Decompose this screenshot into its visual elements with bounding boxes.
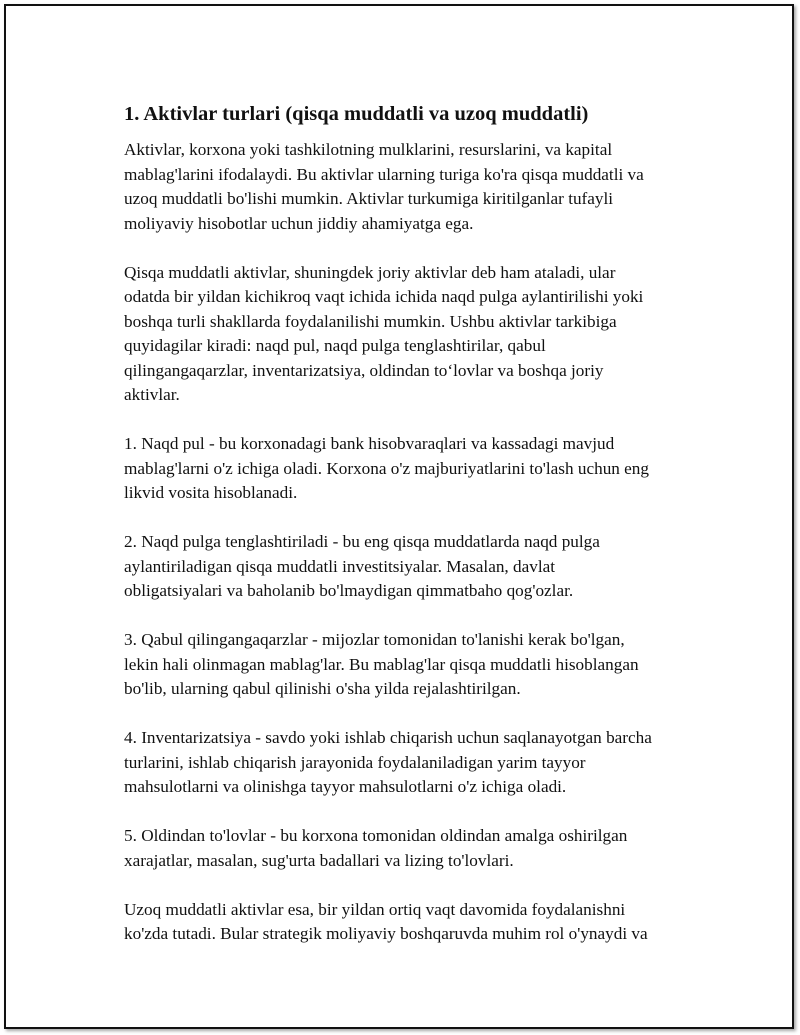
list-item-prepayments (124, 824, 694, 873)
text-line: 1. Naqd pul - bu korxonadagi bank hisobvaraqlari va kassadagi mavjud (124, 434, 615, 453)
text-line: obligatsiyalari va baholanib bo'lmaydigan qimmatbaho qog'ozlar. (124, 581, 574, 600)
text-line: 4. Inventarizatsiya - savdo yoki ishlab chiqarish uchun saqlanayotgan barcha (124, 728, 652, 747)
text-line: lekin hali olinmagan mablag'lar. Bu mablag'lar qisqa muddatli hisoblangan (124, 654, 639, 674)
section-heading: 1. Aktivlar turlari (qisqa muddatli va uzoq muddatli) (124, 103, 589, 125)
text-line: quyidagilar kiradi: naqd pul, naqd pulga tenglashtirilar, qabul (124, 336, 546, 355)
text-line: 2. Naqd pulga tenglashtiriladi - bu eng qisqa muddatlarda naqd pulga (124, 532, 600, 551)
text-line: 3. Qabul qilingangaqarzlar - mijozlar tomonidan to'lanishi kerak bo'lgan, (124, 630, 625, 649)
paragraph-long-term-assets (124, 898, 694, 947)
text-line: xarajatlar, masalan, sug'urta badallari va lizing to'lovlari. (124, 850, 514, 870)
document-body (124, 101, 694, 971)
text-line: aktivlar. (124, 385, 180, 404)
text-line: mablag'larini ifodalaydi. Bu aktivlar ularning turiga ko'ra qisqa muddatli va (124, 164, 644, 184)
text-line: bo'lib, ularning qabul qilinishi o'sha yilda rejalashtirilgan. (124, 679, 521, 698)
paragraph-short-term-assets (124, 261, 694, 408)
list-item-receivables (124, 628, 694, 702)
text-line: qilingangaqarzlar, inventarizatsiya, oldindan to‘lovlar va boshqa joriy (124, 360, 604, 380)
text-line: Uzoq muddatli aktivlar esa, bir yildan ortiq vaqt davomida foydalanishni (124, 899, 626, 919)
text-line: mahsulotlarni va olinishga tayyor mahsulotlarni o'z ichiga oladi. (124, 777, 567, 796)
text-line: turlarini, ishlab chiqarish jarayonida foydalaniladigan yarim tayyor (124, 752, 586, 772)
text-line: Aktivlar, korxona yoki tashkilotning mulklarini, resurslarini, va kapital (124, 140, 613, 159)
text-line: ko'zda tutadi. Bular strategik moliyaviy boshqaruvda muhim rol o'ynaydi va (124, 924, 648, 943)
text-line: 5. Oldindan to'lovlar - bu korxona tomonidan oldindan amalga oshirilgan (124, 826, 628, 845)
text-line: aylantiriladigan qisqa muddatli investitsiyalar. Masalan, davlat (124, 556, 556, 576)
text-line: mablag'larni o'z ichiga oladi. Korxona o'z majburiyatlarini to'lash uchun eng (124, 458, 649, 478)
text-line: uzoq muddatli bo'lishi mumkin. Aktivlar turkumiga kiritilganlar tufayli (124, 189, 614, 208)
list-item-cash (124, 432, 694, 506)
text-line: moliyaviy hisobotlar uchun jiddiy ahamiyatga ega. (124, 213, 474, 233)
list-item-cash-equivalents (124, 530, 694, 604)
text-line: Qisqa muddatli aktivlar, shuningdek joriy aktivlar deb ham ataladi, ular (124, 262, 616, 282)
document-page (4, 4, 794, 1029)
text-line: odatda bir yildan kichikroq vaqt ichida ichida naqd pulga aylantirilishi yoki (124, 287, 644, 306)
paragraph-intro (124, 138, 694, 236)
text-line: likvid vosita hisoblanadi. (124, 483, 298, 502)
text-line: boshqa turli shakllarda foydalanilishi mumkin. Ushbu aktivlar tarkibiga (124, 311, 617, 331)
list-item-inventory (124, 726, 694, 800)
